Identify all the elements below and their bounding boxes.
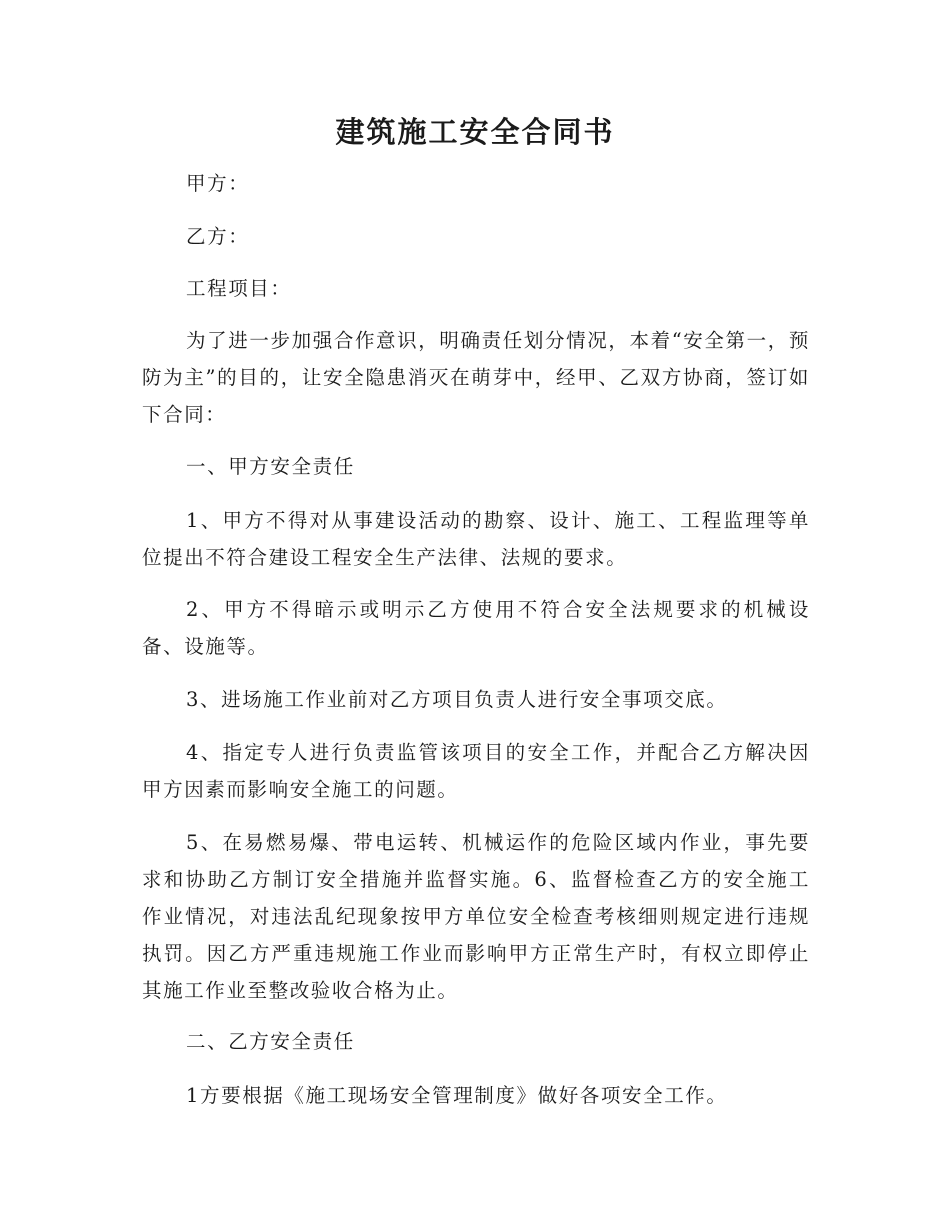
party-a-label: 甲方：: [186, 172, 250, 195]
intro-paragraph: 为了进一步加强合作意识，明确责任划分情况，本着“安全第一，预防为主”的目的，让安全隐患消灭在萌芽中，经甲、乙双方协商，签订如下合同：: [142, 329, 810, 426]
project-label: 工程项目：: [186, 277, 292, 300]
section1-item-4: 4、指定专人进行负责监管该项目的安全工作，并配合乙方解决因甲方因素而影响安全施工的问题。: [142, 741, 810, 801]
document-title: 建筑施工安全合同书: [335, 115, 615, 149]
section1-item-5: 5、在易燃易爆、带电运转、机械运作的危险区域内作业，事先要求和协助乙方制订安全措施并监督实施。6、监督检查乙方的安全施工作业情况，对违法乱纪现象按甲方单位安全检查考核细则规定进行违规执罚。因乙方严重违规施工作业而影响甲方正常生产时，有权立即停止其施工作业至整改验收合格为止。: [142, 831, 810, 1002]
section2-item-1: 1方要根据《施工现场安全管理制度》做好各项安全工作。: [186, 1084, 728, 1107]
section1-heading: 一、甲方安全责任: [186, 455, 355, 478]
section1-item-1: 1、甲方不得对从事建设活动的勘察、设计、施工、工程监理等单位提出不符合建设工程安全生产法律、法规的要求。: [142, 509, 810, 569]
party-b-label: 乙方：: [186, 225, 250, 248]
section1-item-3: 3、进场施工作业前对乙方项目负责人进行安全事项交底。: [186, 688, 728, 711]
section1-item-2: 2、甲方不得暗示或明示乙方使用不符合安全法规要求的机械设备、设施等。: [142, 598, 810, 658]
section2-heading: 二、乙方安全责任: [186, 1030, 355, 1053]
